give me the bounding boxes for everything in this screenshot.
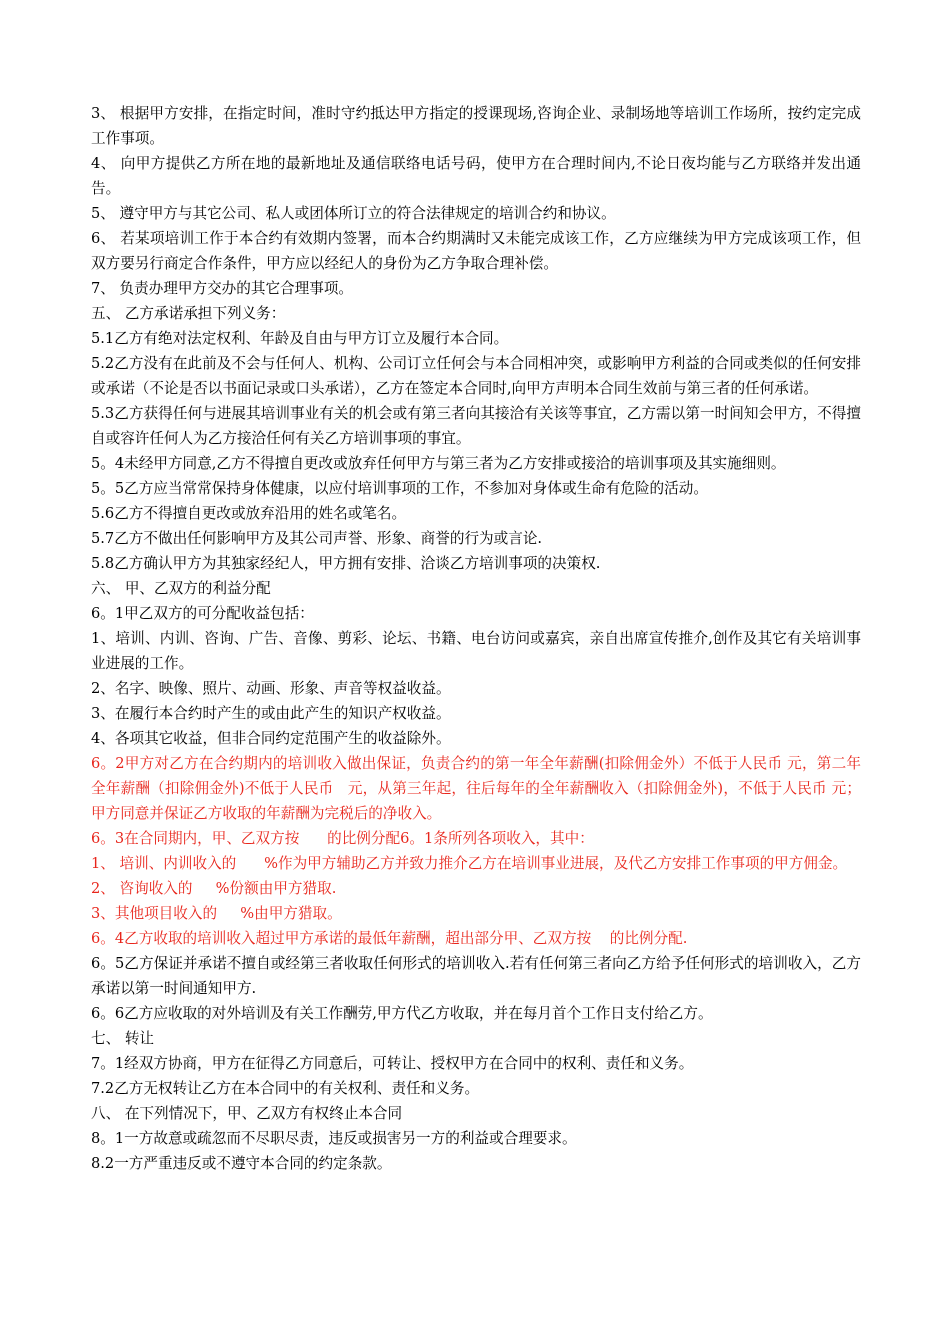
contract-clause: 5。5乙方应当常常保持身体健康，以应付培训事项的工作，不参加对身体或生命有危险的活动。: [91, 480, 708, 497]
contract-clause: 2、名字、映像、照片、动画、形象、声音等权益收益。: [91, 680, 451, 697]
contract-clause: 5.6乙方不得擅自更改或放弃沿用的姓名或笔名。: [91, 505, 407, 522]
contract-clause: 五、 乙方承诺承担下列义务：: [91, 305, 286, 322]
contract-clause-highlighted: 6。4乙方收取的培训收入超过甲方承诺的最低年薪酬，超出部分甲、乙双方按 的比例分配.: [91, 930, 688, 947]
contract-clause-highlighted: 6。3在合同期内，甲、乙双方按 的比例分配6。1条所列各项收入，其中：: [91, 830, 594, 847]
contract-clause: 6、 若某项培训工作于本合约有效期内签署，而本合约期满时又未能完成该工作，乙方应继续为甲方完成该项工作，但双方要另行商定合作条件，甲方应以经纪人的身份为乙方争取合理补偿。: [91, 230, 861, 272]
contract-clause: 5.1乙方有绝对法定权利、年龄及自由与甲方订立及履行本合同。: [91, 330, 509, 347]
contract-page: [91, 101, 861, 1176]
contract-clause: 7.2乙方无权转让乙方在本合同中的有关权利、责任和义务。: [91, 1080, 480, 1097]
contract-clause: 六、 甲、乙双方的利益分配: [91, 580, 271, 597]
contract-clause: 5.2乙方没有在此前及不会与任何人、机构、公司订立任何会与本合同相冲突，或影响甲方利益的合同或类似的任何安排或承诺（不论是否以书面记录或口头承诺），乙方在签定本合同时,向甲方声明本合同生效前与第三者的任何承诺。: [91, 355, 861, 397]
contract-clause: 5、 遵守甲方与其它公司、私人或团体所订立的符合法律规定的培训合约和协议。: [91, 205, 616, 222]
contract-clause: 八、 在下列情况下，甲、乙双方有权终止本合同: [91, 1105, 403, 1122]
contract-clause-highlighted: 2、 咨询收入的 %份额由甲方猎取.: [91, 880, 337, 897]
contract-clause: 七、 转让: [91, 1030, 155, 1047]
contract-clause: 1、培训、内训、咨询、广告、音像、剪彩、论坛、书籍、电台访问或嘉宾，亲自出席宣传推介,创作及其它有关培训事业进展的工作。: [91, 630, 861, 672]
contract-clause: 6。6乙方应收取的对外培训及有关工作酬劳,甲方代乙方收取，并在每月首个工作日支付给乙方。: [91, 1005, 713, 1022]
contract-clause-highlighted: 6。2甲方对乙方在合约期内的培训收入做出保证，负责合约的第一年全年薪酬(扣除佣金外）不低于人民币 元，第二年全年薪酬（扣除佣金外)不低于人民币 元，从第三年起，往后每年的全年薪酬收入（扣除佣金外)，不低于人民币 元；甲方同意并保证乙方收取的年薪酬为完税后的净收入。: [91, 755, 861, 822]
contract-clause: 4、 向甲方提供乙方所在地的最新地址及通信联络电话号码，使甲方在合理时间内,不论日夜均能与乙方联络并发出通告。: [91, 155, 861, 197]
contract-clause: 6。5乙方保证并承诺不擅自或经第三者收取任何形式的培训收入.若有任何第三者向乙方给予任何形式的培训收入，乙方承诺以第一时间通知甲方.: [91, 955, 861, 997]
contract-clause: 8.2一方严重违反或不遵守本合同的约定条款。: [91, 1155, 392, 1172]
contract-clause-highlighted: 1、 培训、内训收入的 %作为甲方辅助乙方并致力推介乙方在培训事业进展，及代乙方安排工作事项的甲方佣金。: [91, 855, 848, 872]
contract-clause: 7。1经双方协商，甲方在征得乙方同意后，可转让、授权甲方在合同中的权利、责任和义务。: [91, 1055, 694, 1072]
contract-clause: 5。4未经甲方同意,乙方不得擅自更改或放弃任何甲方与第三者为乙方安排或接洽的培训事项及其实施细则。: [91, 455, 786, 472]
contract-clause: 7、 负责办理甲方交办的其它合理事项。: [91, 280, 354, 297]
contract-clause: 8。1一方故意或疏忽而不尽职尽责，违反或损害另一方的利益或合理要求。: [91, 1130, 577, 1147]
contract-clause-highlighted: 3、其他项目收入的 %由甲方猎取。: [91, 905, 342, 922]
contract-clause: 5.8乙方确认甲方为其独家经纪人，甲方拥有安排、洽谈乙方培训事项的决策权.: [91, 555, 601, 572]
contract-clause: 6。1甲乙双方的可分配收益包括：: [91, 605, 314, 622]
contract-clause: 5.7乙方不做出任何影响甲方及其公司声誉、形象、商誉的行为或言论.: [91, 530, 543, 547]
contract-clause: 3、在履行本合约时产生的或由此产生的知识产权收益。: [91, 705, 451, 722]
contract-clause: 5.3乙方获得任何与进展其培训事业有关的机会或有第三者向其接洽有关该等事宜，乙方需以第一时间知会甲方，不得擅自或容许任何人为乙方接洽任何有关乙方培训事项的事宜。: [91, 405, 861, 447]
contract-clause: 3、 根据甲方安排，在指定时间，准时守约抵达甲方指定的授课现场,咨询企业、录制场地等培训工作场所，按约定完成工作事项。: [91, 105, 861, 147]
contract-clause: 4、各项其它收益，但非合同约定范围产生的收益除外。: [91, 730, 451, 747]
